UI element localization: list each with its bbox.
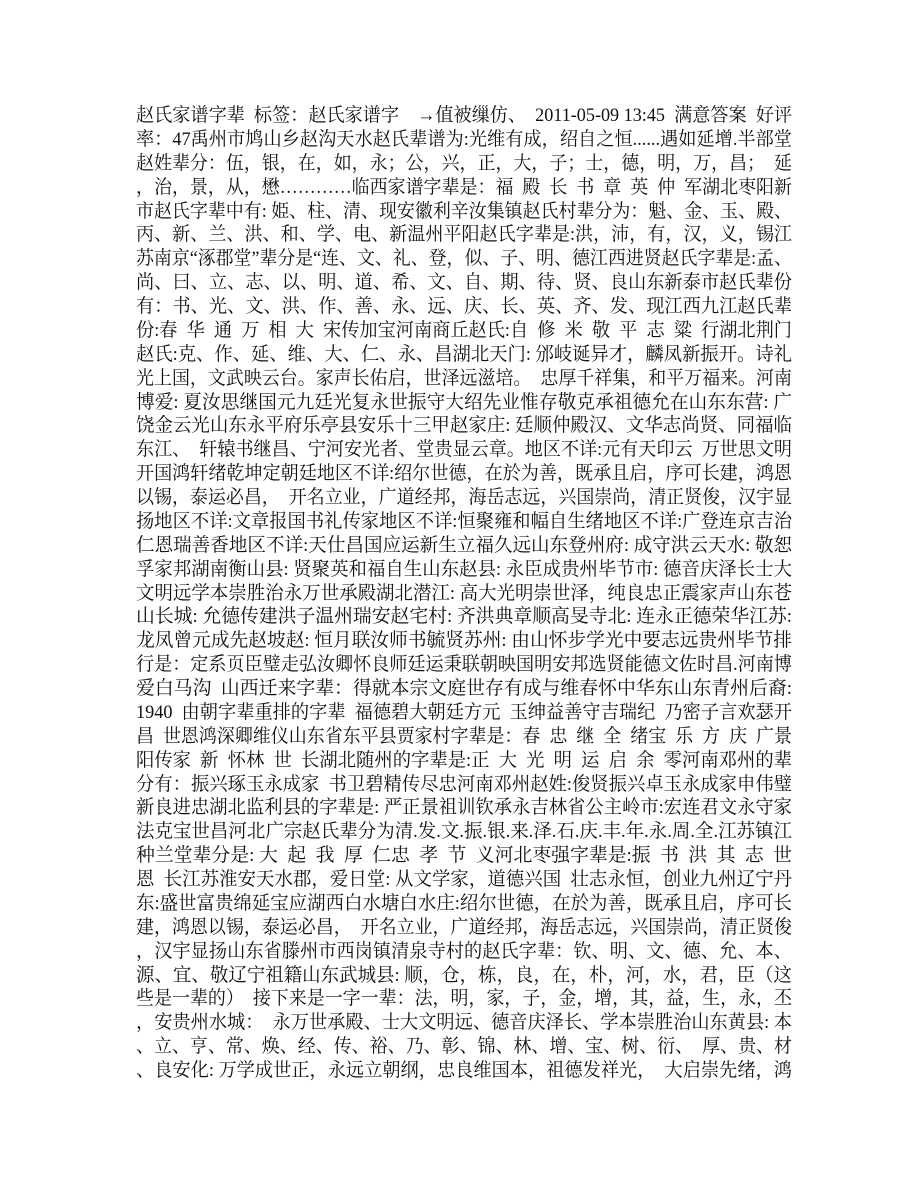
text-line: 博爱: 夏汝思继国元九廷光复永世振守大绍先业惟存敬克承祖德允在山东东营: 广 xyxy=(136,391,792,413)
text-line: 山长城: 允德传建洪子温州瑞安赵宅村: 齐洪典章顺高旻寺北: 连永正德荣华江苏: xyxy=(136,606,792,628)
text-line: 恩 长江苏淮安天水郡，爱日堂: 从文学家，道德兴国 壮志永恒，创业九州辽宁丹 xyxy=(136,869,792,890)
text-line: 些是一辈的） 接下来是一字一辈：法，明，家，子，金，增，其，益，生，永，丕 xyxy=(136,988,792,1010)
text-line: 赵姓辈分：伍，银，在，如，永；公，兴，正，大，子；士，德，明，万，昌； 延 xyxy=(136,152,792,174)
text-line: ，治，景，从，懋…………临西家谱字辈是：福 殿 长 书 章 英 仲 军湖北枣阳新 xyxy=(136,176,792,198)
text-line: ，安贵州水城： 永万世承殿、士大文明远、德音庆泽长、学本崇胜治山东黄县: 本 xyxy=(136,1012,792,1034)
text-line: 丙、新、兰、洪、和、学、电、新温州平阳赵氏字辈是:洪，沛，有，汉，义，锡江 xyxy=(136,224,792,246)
text-line: 光上国，文武映云台。家声长佑启，世泽远滋培。 忠厚千祥集，和平万福来。河南 xyxy=(136,367,792,389)
text-line: 开国鸿轩绪乾坤定朝廷地区不详:绍尔世德，在於为善，既承且启，序可长建，鸿恩 xyxy=(136,463,792,485)
text-line: 仁恩瑞善香地区不详:天仕昌国应运新生立福久远山东登州府: 成守洪云天水: 敬恕 xyxy=(136,534,792,556)
text-line: 昌 世恩鸿深卿维仪山东省东平县贾家村字辈是：春 忠 继 全 绪宝 乐 方 庆 广景 xyxy=(136,725,792,747)
text-line: 苏南京“涿郡堂”辈分是“连、文、礼、登，似、子、明、德江西进贤赵氏字辈是:孟、 xyxy=(136,248,792,270)
text-line: 建，鸿恩以锡，泰运必昌， 开名立业，广道经邦，海岳志远，兴国崇尚，清正贤俊 xyxy=(136,916,792,938)
text-line: 扬地区不详:文章报国书礼传家地区不详:恒聚雍和幅自生绪地区不详:广登连京吉治 xyxy=(136,510,792,532)
text-line: 种兰堂辈分是: 大 起 我 厚 仁忠 孝 节 义河北枣强字辈是:振 书 洪 其 志 世 xyxy=(136,845,792,867)
text-line: 1940 由朝字辈重排的字辈 福德碧大朝廷方元 玉绅益善守吉瑞纪 乃密子言欢瑟开 xyxy=(136,701,792,723)
text-line: 文明远学本崇胜治永万世承殿湖北潜江: 高大光明崇世泽，纯良忠正震家声山东苍 xyxy=(136,582,792,604)
text-line: 率：47禹州市鸠山乡赵沟天水赵氏辈谱为:光维有成，绍自之恒......遇如延增.半部堂 xyxy=(136,128,792,150)
text-line: 新良进忠湖北监利县的字辈是: 严正景祖训钦承永吉林省公主岭市:宏连君文永守家 xyxy=(136,797,792,819)
text-line: 龙凤曾元成先赵坡赵: 恒月联汝师书毓贤苏州: 由山怀步学光中要志远贵州毕节排 xyxy=(136,630,792,652)
text-line: 法克宝世昌河北广宗赵氏辈分为清.发.文.振.银.来.泽.石.庆.丰.年.永.周.全.江苏镇江 xyxy=(136,821,792,843)
document-body-text xyxy=(136,104,792,1083)
text-line: 、立、亨、常、焕、经、传、裕、乃、彰、锦、林、增、宝、树、衍、 厚、贵、材 xyxy=(136,1036,792,1058)
text-line: 爱白马沟 山西迁来字辈：得就本宗文庭世存有成与维春怀中华东山东青州后裔: xyxy=(136,678,792,699)
text-line: 市赵氏字辈中有: 姫、柱、清、现安徽利辛汝集镇赵氏村辈分为：魁、金、玉、殿、 xyxy=(136,200,792,222)
text-line: 饶金云光山东永平府乐亭县安乐十三甲赵家庄: 廷顺仲殿汉、文华志尚贤、同福临 xyxy=(136,415,792,437)
text-line: 分有：振兴琢玉永成家 书卫碧精传尽忠河南邓州赵姓:俊贤振兴卓玉永成家申伟璧 xyxy=(136,773,792,795)
text-line: 东江、 轩辕书继昌、宁河安光者、堂贵显云章。地区不详:元有天印云 万世思文明 xyxy=(136,439,792,461)
text-line: 孚家邦湖南衡山县: 贤聚英和福自生山东赵县: 永臣成贵州毕节市: 德音庆泽长士大 xyxy=(136,558,792,580)
text-line: 赵氏家谱字辈 标签：赵氏家谱字 →值被缫仿、 2011-05-09 13:45 满意答案 好评 xyxy=(136,105,792,126)
text-line: 东:盛世富贵绵延宝应湖西白水塘白水庄:绍尔世德，在於为善，既承且启，序可长 xyxy=(136,892,792,914)
text-line: 阳传家 新 怀林 世 长湖北随州的字辈是:正 大 光 明 运 启 余 零河南邓州的辈 xyxy=(136,749,792,771)
text-line: 以锡，泰运必昌， 开名立业，广道经邦，海岳志远，兴国崇尚，清正贤俊，汉宇显 xyxy=(136,487,792,508)
text-line: ，汉宇显扬山东省滕州市西岗镇清泉寺村的赵氏字辈：钦、明、文、德、允、本、 xyxy=(136,940,792,962)
text-line: 有：书、光、文、洪、作、善、永、远、庆、长、英、齐、发、现江西九江赵氏辈 xyxy=(136,296,792,317)
text-line: 源、宜、敬辽宁祖籍山东武城县: 顺，仓，栋，良，在，朴，河，水，君，臣（这 xyxy=(136,964,792,986)
text-line: 赵氏:克、作、延、维、大、仁、永、昌湖北天门: 邠岐诞异才，麟凤新振开。诗礼 xyxy=(136,343,792,365)
text-line: 份:春 华 通 万 相 大 宋传加宝河南商丘赵氏:自 修 米 敬 平 志 粱 行湖北荆门 xyxy=(136,319,792,341)
text-line: 行是：定系页臣璧走弘汝卿怀良师廷运秉联朝映国明安邦选贤能德文佐时昌.河南博 xyxy=(136,654,792,676)
text-line: 尚、曰、立、志、以、明、道、希、文、自、期、待、贤、良山东新泰市赵氏辈份 xyxy=(136,272,792,294)
text-line: 、良安化: 万学成世正，永远立朝纲，忠良维国本，祖德发祥光， 大启崇先绪，鸿 xyxy=(136,1060,792,1081)
